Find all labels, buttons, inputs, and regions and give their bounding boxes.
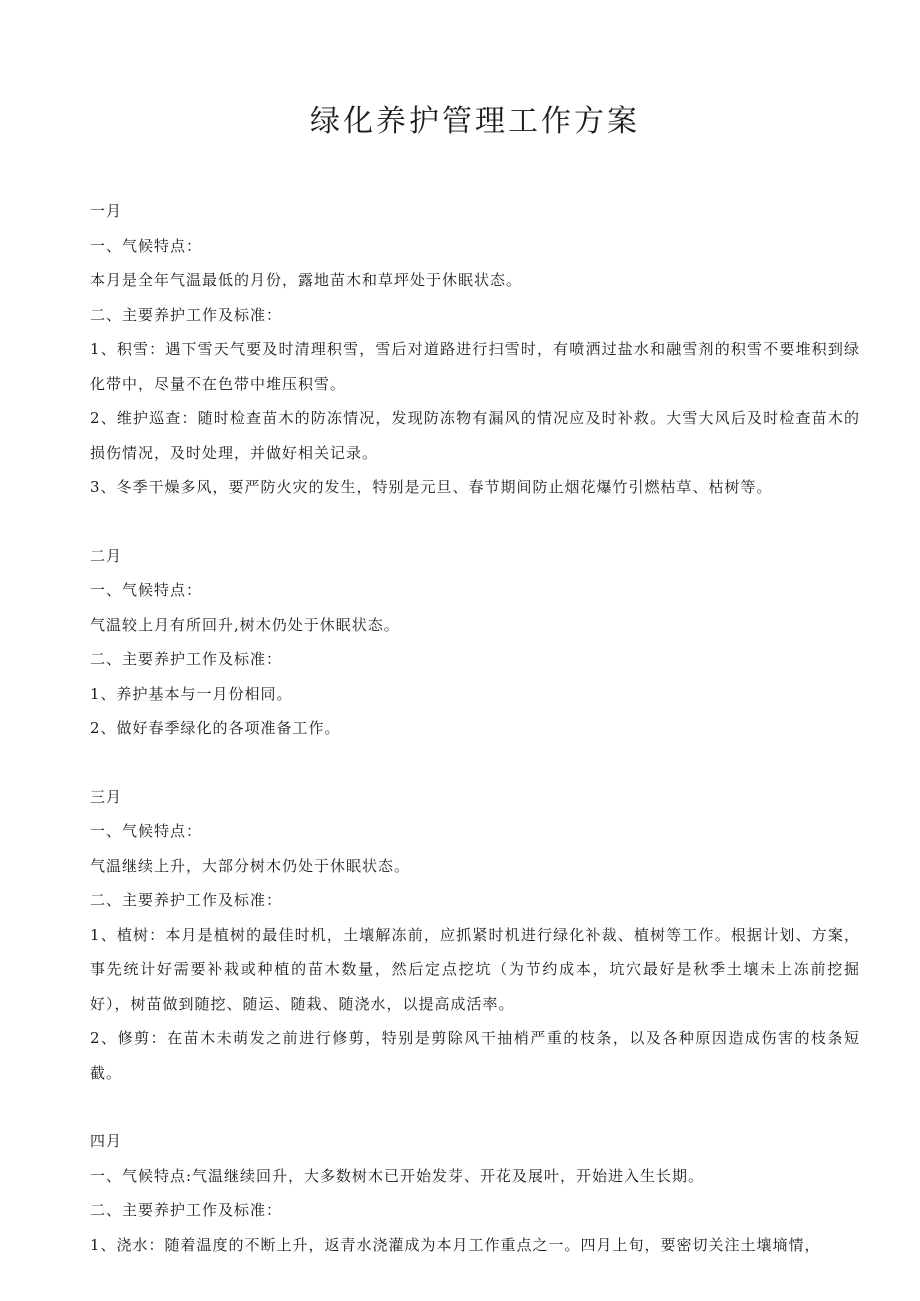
paragraph: 1、养护基本与一月份相同。: [90, 684, 293, 703]
paragraph: 2、做好春季绿化的各项准备工作。: [90, 719, 341, 737]
document-title: 绿化养护管理工作方案: [310, 104, 640, 139]
paragraph: 2、维护巡查：随时检查苗木的防冻情况，发现防冻物有漏风的情况应及时补救。大雪大风后及时检查苗木的损伤情况，及时处理，并做好相关记录。: [90, 409, 860, 462]
paragraph: 一、气候特点：: [90, 236, 203, 255]
paragraph: 1、积雪：遇下雪天气要及时清理积雪，雪后对道路进行扫雪时，有喷洒过盐水和融雪剂的积雪不要堆积到绿化带中，尽量不在色带中堆压积雪。: [90, 340, 860, 393]
paragraph: 一、气候特点：: [90, 581, 203, 599]
month-section: [90, 539, 860, 746]
month-section: [90, 780, 860, 1091]
paragraph: 气温较上月有所回升,树木仍处于休眠状态。: [90, 615, 400, 634]
month-section: [90, 1124, 860, 1262]
paragraph: 一、气候特点：: [90, 822, 203, 840]
paragraph: 3、冬季干燥多风，要严防火灾的发生，特别是元旦、春节期间防止烟花爆竹引燃枯草、枯树等。: [90, 478, 773, 496]
month-section: [90, 194, 860, 505]
document-body: [90, 194, 860, 1262]
month-heading: 三月: [90, 787, 123, 806]
paragraph: 1、植树：本月是植树的最佳时机，土壤解冻前，应抓紧时机进行绿化补裁、植树等工作。根据计划、方案，事先统计好需要补栽或种植的苗木数量，然后定点挖坑（为节约成本，坑穴最好是秋季土壤未上冻前挖掘好），树苗做到随挖、随运、随栽、随浇水，以提高成活率。: [90, 925, 860, 1013]
paragraph: 二、主要养护工作及标准：: [90, 305, 283, 324]
paragraph: 气温继续上升，大部分树木仍处于休眠状态。: [90, 856, 411, 875]
paragraph: 二、主要养护工作及标准：: [90, 1201, 283, 1219]
paragraph: 一、气候特点:气温继续回升，大多数树木已开始发芽、开花及展叶，开始进入生长期。: [90, 1166, 705, 1185]
paragraph: 1、浇水：随着温度的不断上升，返青水浇灌成为本月工作重点之一。四月上旬，要密切关注土壤墒情，: [90, 1235, 821, 1254]
paragraph: 2、修剪：在苗木未萌发之前进行修剪，特别是剪除风干抽梢严重的枝条，以及各种原因造成伤害的枝条短截。: [90, 1029, 860, 1082]
month-heading: 二月: [90, 546, 123, 565]
paragraph: 本月是全年气温最低的月份，露地苗木和草坪处于休眠状态。: [90, 271, 523, 289]
month-heading: 一月: [90, 202, 123, 220]
paragraph: 二、主要养护工作及标准：: [90, 650, 283, 668]
month-heading: 四月: [90, 1132, 123, 1150]
paragraph: 二、主要养护工作及标准：: [90, 891, 283, 909]
